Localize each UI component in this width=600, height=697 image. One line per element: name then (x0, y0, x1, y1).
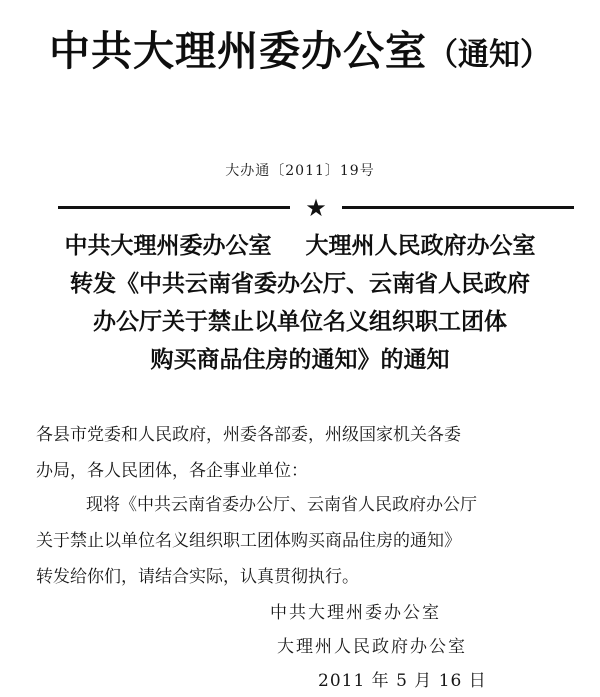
heading-line-2: 转发《中共云南省委办公厅、云南省人民政府 (70, 271, 530, 297)
masthead-title: 中共大理州委办公室 (49, 27, 427, 75)
signature-issuer-1: 中共大理州委办公室 (270, 603, 441, 623)
signature-issuer-2: 大理州人民政府办公室 (277, 637, 467, 657)
heading-line-4: 购买商品住房的通知》的通知 (150, 347, 450, 373)
heading-issuer-2: 大理州人民政府办公室 (305, 233, 536, 259)
paragraph-line-1: 现将《中共云南省委办公厅、云南省人民政府办公厅 (86, 495, 477, 515)
document-number: 大办通〔2011〕19号 (225, 163, 375, 179)
divider-line-left (58, 206, 290, 209)
paragraph-line-2: 关于禁止以单位名义组织职工团体购买商品住房的通知》 (36, 531, 461, 551)
paragraph-line-3: 转发给你们，请结合实际，认真贯彻执行。 (36, 567, 359, 587)
heading-line-3: 办公厅关于禁止以单位名义组织职工团体 (93, 309, 507, 335)
recipients-line-1: 各县市党委和人民政府，州委各部委，州级国家机关各委 (36, 425, 461, 445)
header-divider (58, 196, 574, 220)
star-icon: ★ (305, 194, 327, 222)
recipients-line-2: 办局，各人民团体，各企事业单位： (36, 461, 308, 481)
heading-line-1 (0, 232, 600, 260)
divider-line-right (342, 206, 574, 209)
heading-issuer-1: 中共大理州委办公室 (64, 233, 272, 259)
signature-date: 2011 年 5 月 16 日 (318, 671, 487, 691)
masthead (0, 18, 600, 77)
masthead-suffix: （通知） (427, 37, 551, 73)
